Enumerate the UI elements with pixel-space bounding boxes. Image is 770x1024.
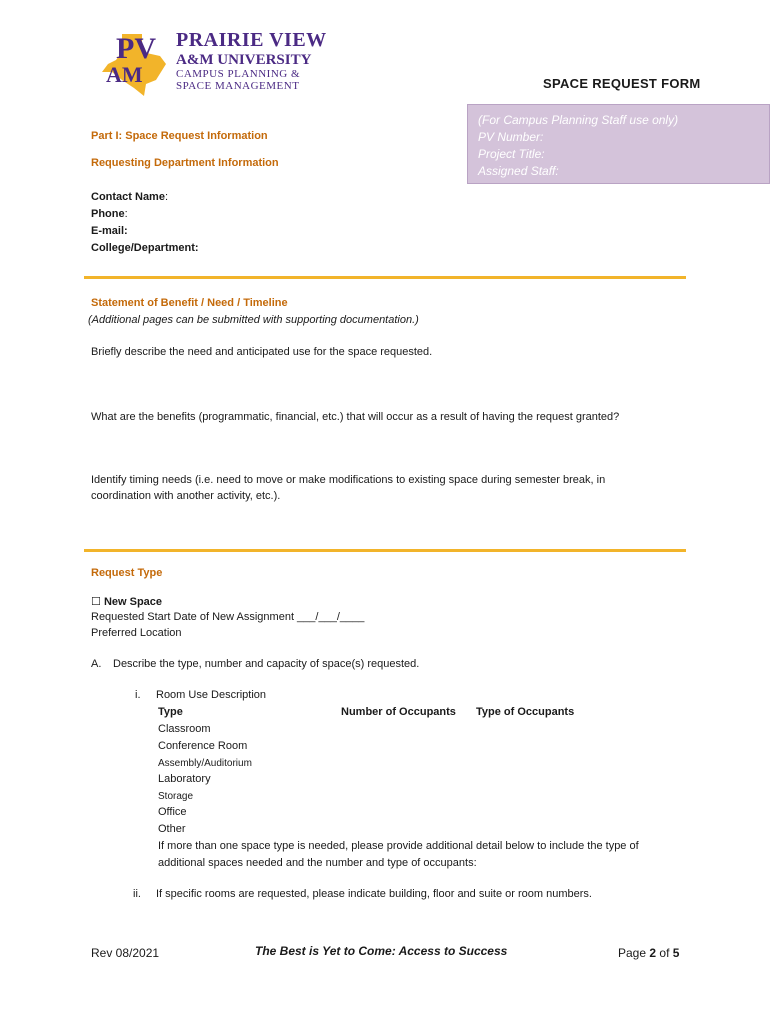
section-divider xyxy=(84,276,686,279)
logo-letters-pv: PV xyxy=(116,32,156,65)
benefit-heading: Statement of Benefit / Need / Timeline xyxy=(91,297,288,309)
additional-detail-line1: If more than one space type is needed, please provide additional detail below to include the type of xyxy=(158,840,639,852)
logo-text xyxy=(176,30,327,92)
question-timing-line1: Identify timing needs (i.e. need to move or make modifications to existing space during semester break, in xyxy=(91,474,606,486)
form-title: SPACE REQUEST FORM xyxy=(543,76,701,91)
type-other: Other xyxy=(158,823,186,835)
question-need: Briefly describe the need and anticipated use for the space requested. xyxy=(91,346,433,358)
column-type: Type xyxy=(158,706,183,718)
start-date-field: Requested Start Date of New Assignment ___/___/____ xyxy=(91,611,365,623)
logo-line2: A&M UNIVERSITY xyxy=(176,52,312,68)
department-info-heading: Requesting Department Information xyxy=(91,157,279,169)
question-timing-line2: coordination with another activity, etc.). xyxy=(91,490,281,502)
new-space-label: New Space xyxy=(103,596,163,608)
phone-field xyxy=(91,206,128,223)
project-title-label: Project Title: xyxy=(478,147,545,161)
page-total: 5 xyxy=(672,946,680,960)
benefit-note: (Additional pages can be submitted with supporting documentation.) xyxy=(88,314,419,326)
staff-use-box xyxy=(467,104,770,184)
column-number-occupants: Number of Occupants xyxy=(341,706,456,718)
email-label: E-mail: xyxy=(91,225,128,237)
type-classroom: Classroom xyxy=(158,723,211,735)
logo-line1: PRAIRIE VIEW xyxy=(176,29,327,51)
item-ii-label: ii. xyxy=(133,888,141,900)
request-type-heading: Request Type xyxy=(91,567,163,579)
phone-label: Phone xyxy=(91,208,125,220)
revision-label: Rev 08/2021 xyxy=(91,946,160,960)
question-benefits: What are the benefits (programmatic, financial, etc.) that will occur as a result of having the request granted? xyxy=(91,411,620,423)
page-word: Page xyxy=(618,946,647,960)
phone-colon: : xyxy=(124,208,128,220)
type-storage: Storage xyxy=(158,791,194,802)
item-a-text: Describe the type, number and capacity of space(s) requested. xyxy=(113,658,420,670)
page-of: of xyxy=(659,946,670,960)
specific-rooms-text: If specific rooms are requested, please indicate building, floor and suite or room numbers. xyxy=(156,888,592,900)
logo-line3: CAMPUS PLANNING & xyxy=(176,68,301,80)
logo-letters-am: AM xyxy=(106,62,143,87)
additional-detail-line2: additional spaces needed and the number and type of occupants: xyxy=(158,857,477,869)
type-assembly-auditorium: Assembly/Auditorium xyxy=(158,758,252,769)
type-office: Office xyxy=(158,806,187,818)
contact-name-colon: : xyxy=(164,191,169,203)
type-conference-room: Conference Room xyxy=(158,740,248,752)
type-laboratory: Laboratory xyxy=(158,773,211,785)
item-a-label: A. xyxy=(91,658,102,670)
footer-slogan: The Best is Yet to Come: Access to Success xyxy=(255,944,508,958)
part1-heading: Part I: Space Request Information xyxy=(91,130,268,142)
logo-line4: SPACE MANAGEMENT xyxy=(176,80,300,92)
column-type-occupants: Type of Occupants xyxy=(476,706,575,718)
room-use-description: Room Use Description xyxy=(156,689,267,701)
section-divider xyxy=(84,549,686,552)
assigned-staff-label: Assigned Staff: xyxy=(478,164,559,178)
page-number xyxy=(618,946,679,960)
contact-name-field xyxy=(91,189,168,206)
item-i-label: i. xyxy=(135,689,141,701)
college-department-label: College/Department: xyxy=(91,242,199,254)
pv-number-label: PV Number: xyxy=(478,130,544,144)
staff-note: (For Campus Planning Staff use only) xyxy=(478,113,679,127)
page-current: 2 xyxy=(649,946,657,960)
contact-name-label: Contact Name xyxy=(91,191,165,203)
new-space-checkbox[interactable]: ☐ xyxy=(91,595,101,608)
preferred-location-label: Preferred Location xyxy=(91,627,182,639)
